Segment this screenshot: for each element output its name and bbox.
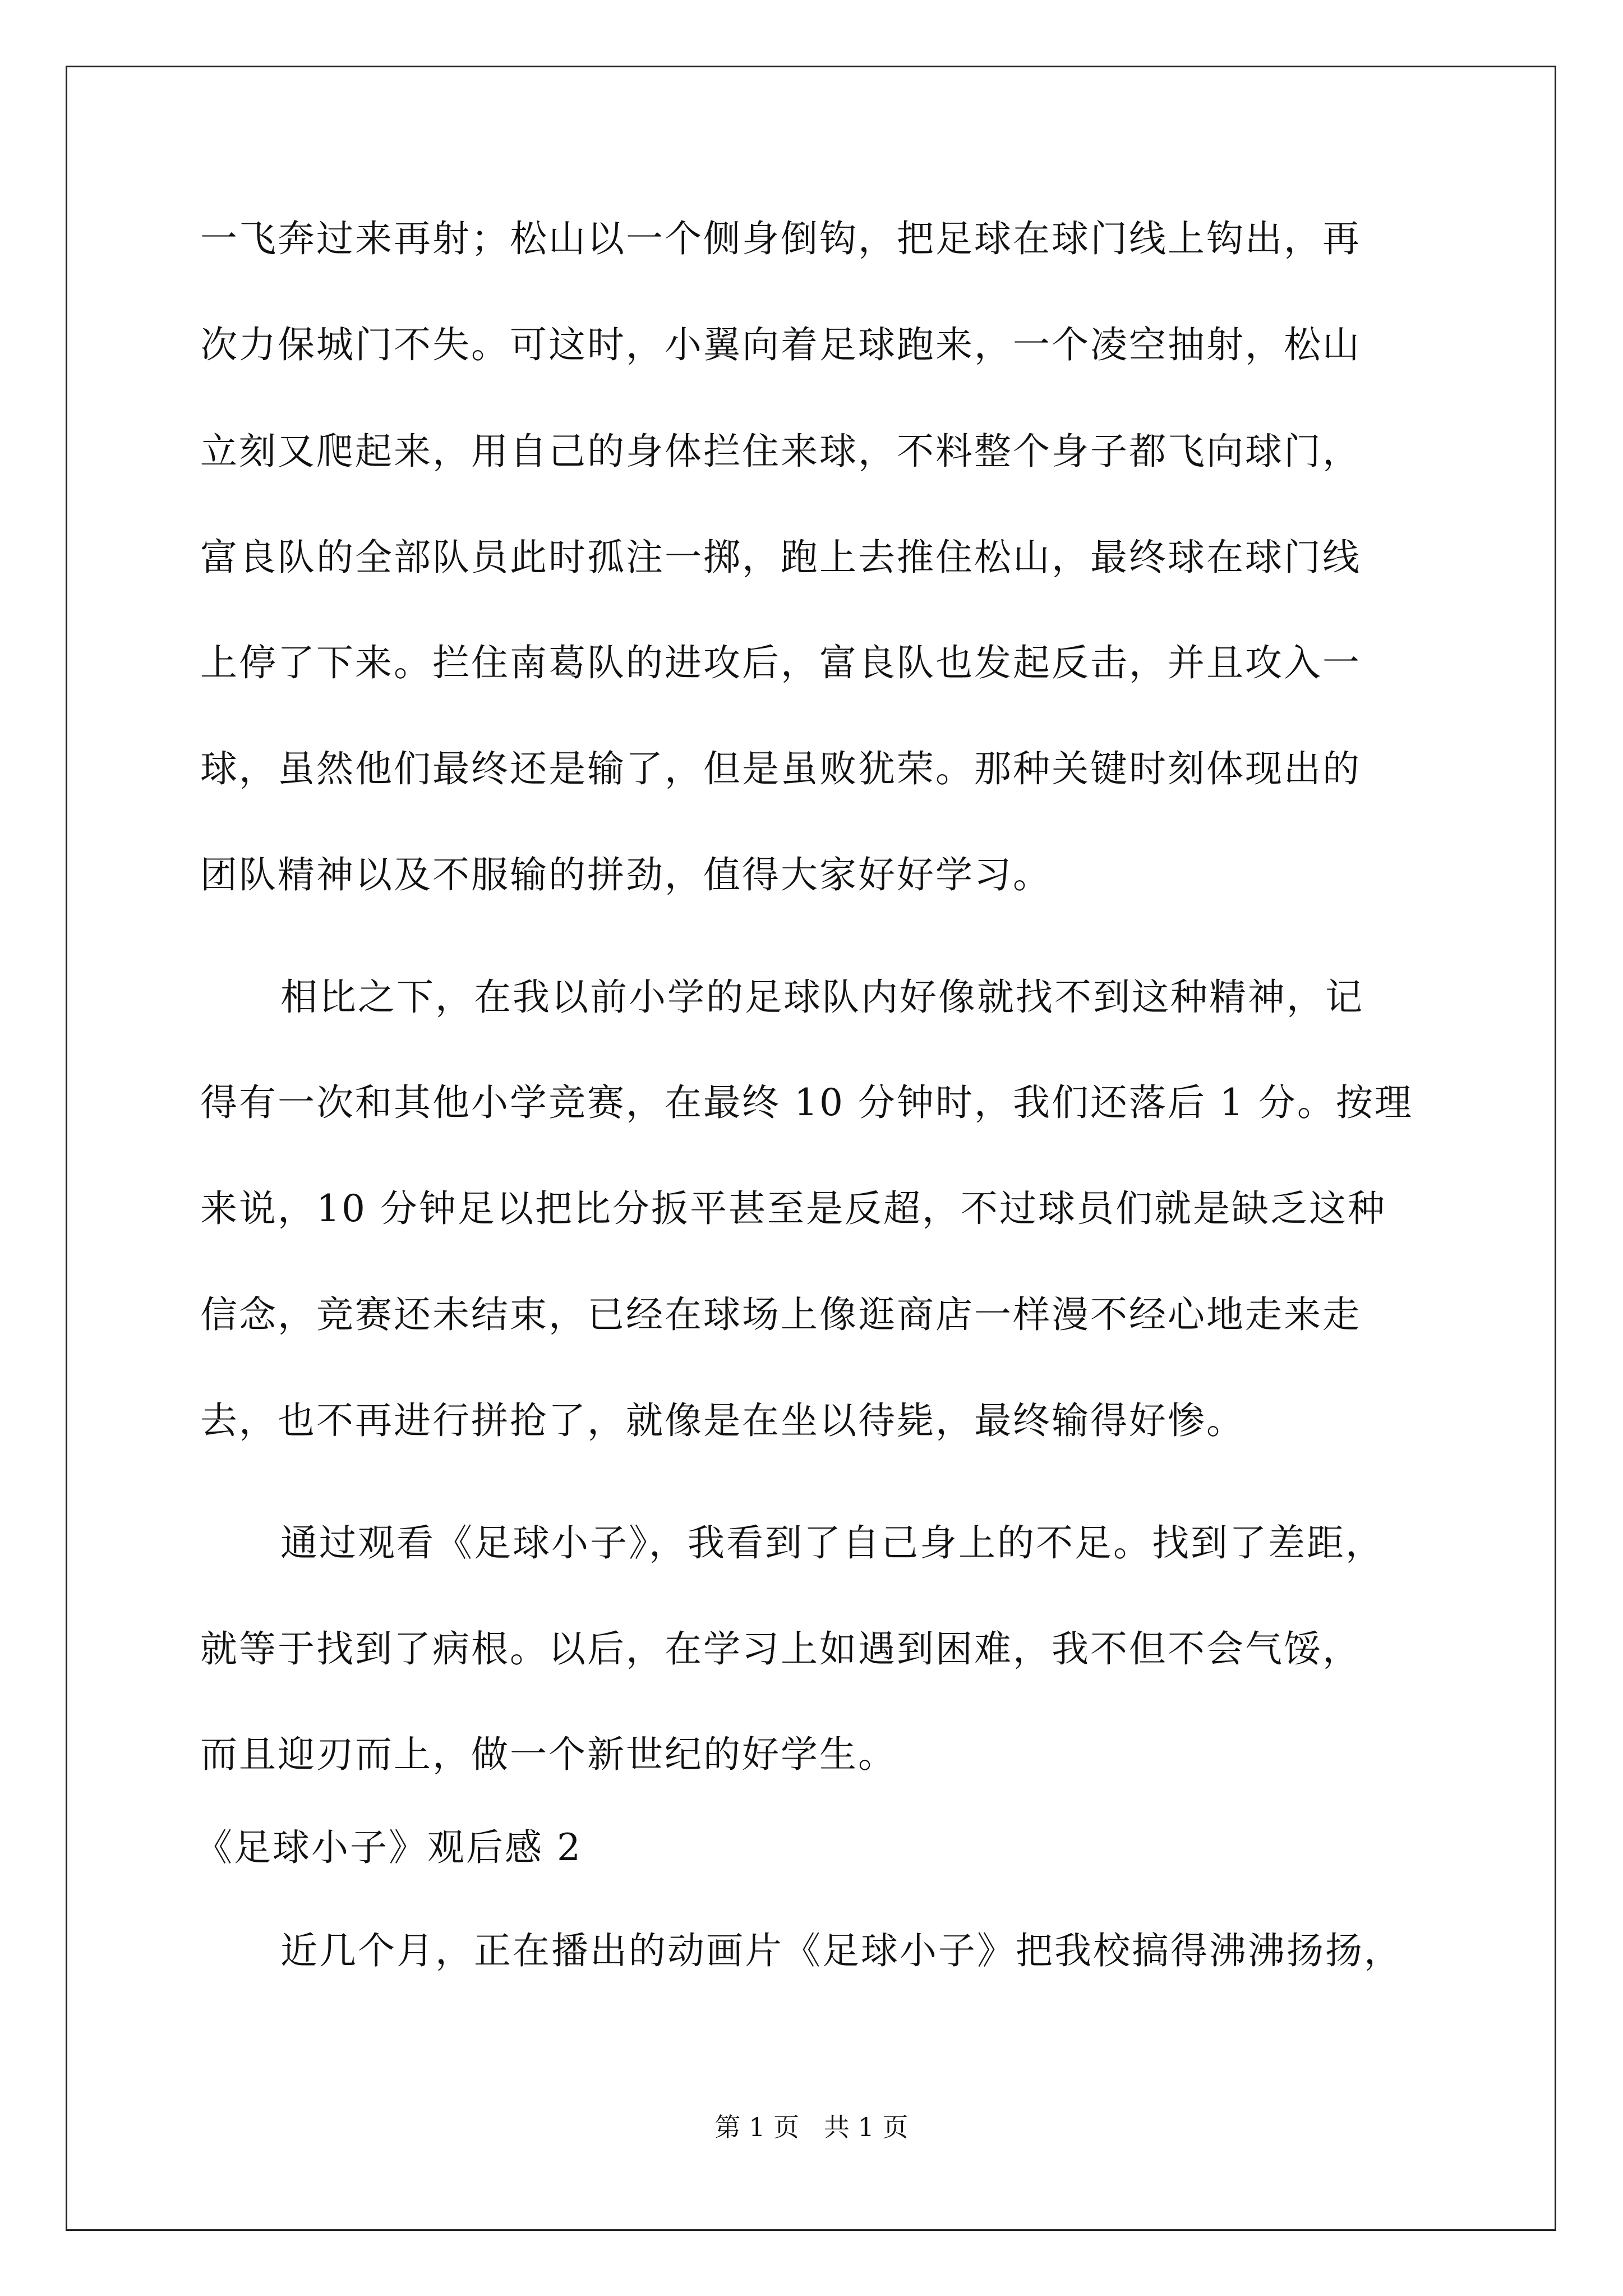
body-line: 立刻又爬起来，用自己的身体拦住来球，不料整个身子都飞向球门， bbox=[200, 430, 1361, 473]
body-line: 一飞奔过来再射；松山以一个侧身倒钩，把足球在球门线上钩出，再 bbox=[200, 217, 1361, 260]
body-line: 次力保城门不失。可这时，小翼向着足球跑来，一个凌空抽射，松山 bbox=[200, 323, 1361, 366]
body-line: 团队精神以及不服输的拼劲，值得大家好好学习。 bbox=[200, 853, 1052, 896]
body-line: 上停了下来。拦住南葛队的进攻后，富良队也发起反击，并且攻入一 bbox=[200, 641, 1361, 684]
body-line: 相比之下，在我以前小学的足球队内好像就找不到这种精神，记 bbox=[280, 976, 1364, 1019]
section-heading: 《足球小子》观后感 2 bbox=[195, 1826, 582, 1869]
body-line: 球，虽然他们最终还是输了，但是虽败犹荣。那种关键时刻体现出的 bbox=[200, 747, 1361, 790]
body-line: 通过观看《足球小子》，我看到了自己身上的不足。找到了差距， bbox=[280, 1521, 1384, 1565]
body-line: 信念，竞赛还未结束，已经在球场上像逛商店一样漫不经心地走来走 bbox=[200, 1293, 1361, 1336]
body-line: 富良队的全部队员此时孤注一掷，跑上去推住松山，最终球在球门线 bbox=[200, 536, 1361, 579]
body-line: 来说，10 分钟足以把比分扳平甚至是反超，不过球员们就是缺乏这种 bbox=[200, 1187, 1386, 1230]
body-line: 近几个月，正在播出的动画片《足球小子》把我校搞得沸沸扬扬， bbox=[280, 1929, 1403, 1972]
body-line: 得有一次和其他小学竞赛，在最终 10 分钟时，我们还落后 1 分。按理 bbox=[200, 1081, 1413, 1124]
body-line: 去，也不再进行拼抢了，就像是在坐以待毙，最终输得好惨。 bbox=[200, 1399, 1245, 1442]
page-border bbox=[66, 66, 1556, 2231]
page-footer: 第 1 页 共 1 页 bbox=[714, 2112, 909, 2142]
body-line: 而且迎刃而上，做一个新世纪的好学生。 bbox=[200, 1733, 897, 1776]
body-line: 就等于找到了病根。以后，在学习上如遇到困难，我不但不会气馁， bbox=[200, 1627, 1361, 1671]
